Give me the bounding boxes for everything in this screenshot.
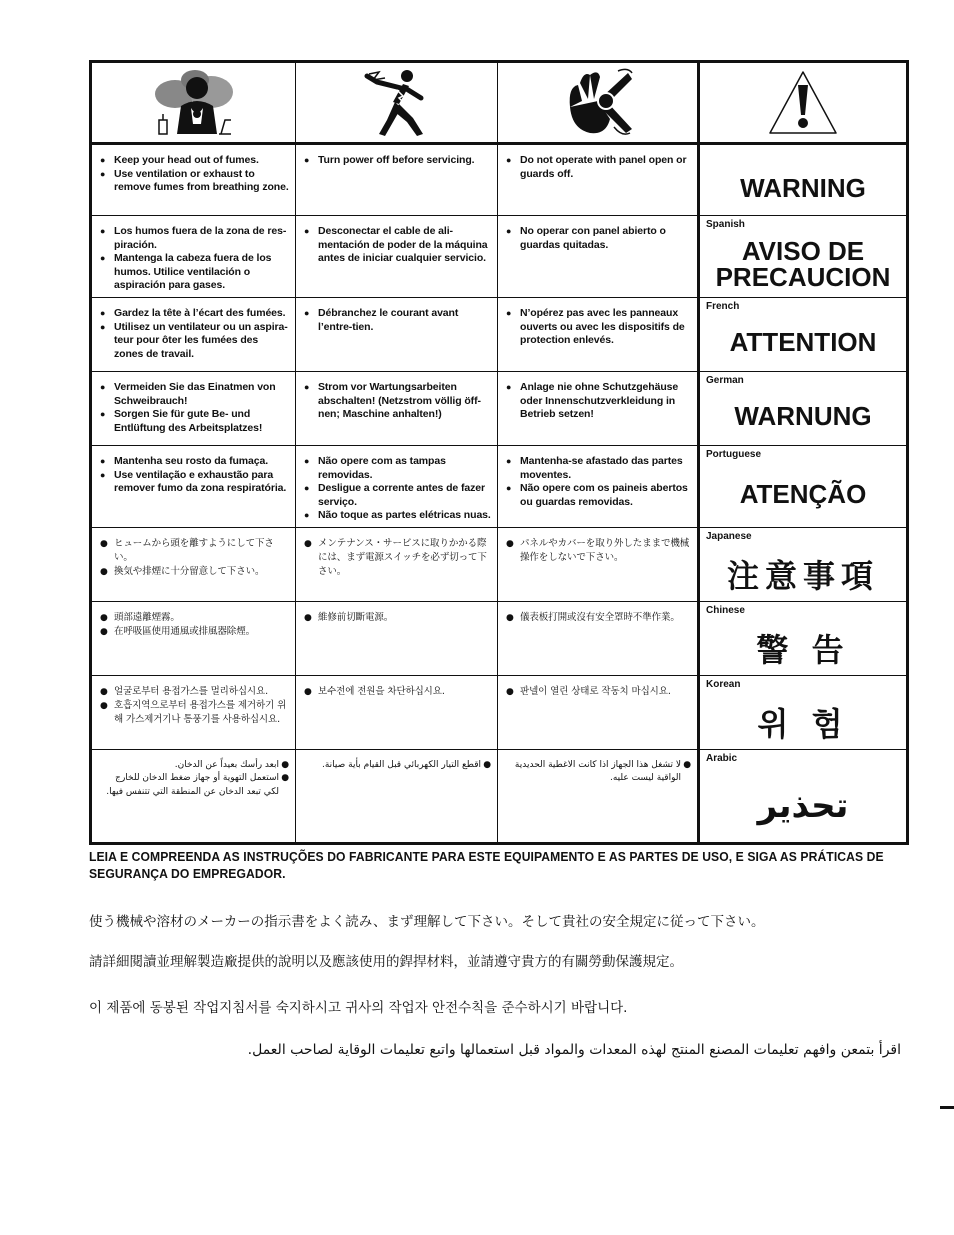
bullet-item: ● 在呼吸區使用通風或排風器除煙。 xyxy=(98,625,289,639)
warning-word-cell xyxy=(699,297,908,371)
power-instructions xyxy=(296,675,498,749)
warning-word-cell xyxy=(699,371,908,445)
warning-word: WARNING xyxy=(740,173,866,203)
warning-row xyxy=(91,675,908,749)
power-instructions xyxy=(296,445,498,527)
bullet-item: ● Anlage nie ohne Schutzgehäuse oder Innenschutzverkleidung in Betrieb setzen! xyxy=(504,381,691,422)
warning-row xyxy=(91,297,908,371)
power-instructions xyxy=(296,371,498,445)
bullet-item: ● 儀表板打開或沒有安全罩時不準作業。 xyxy=(504,611,691,625)
warning-word: AVISO DE PRECAUCION xyxy=(715,236,891,293)
footer-chinese: 請詳細閱讀並理解製造廠提供的說明以及應該使用的銲捍材料，並請遵守貴方的有關勞動保護規定。 xyxy=(89,954,683,970)
language-name: Spanish xyxy=(706,219,745,230)
bullet-item: ● Débranchez le courant avant l’entre-tien. xyxy=(302,307,491,334)
bullet-item: ● لا تشغل هذا الجهاز اذا كانت الاغطية الحديدية الواقية ليست عليه. xyxy=(504,759,691,786)
bullet-item: ● ابعد رأسك بعيداً عن الدخان. xyxy=(98,759,289,773)
fumes-instructions xyxy=(91,601,296,675)
fumes-instructions xyxy=(91,371,296,445)
guards-instructions xyxy=(498,216,699,298)
bullet-item: ● Não opere com os paineis abertos ou guardas removidas. xyxy=(504,482,691,509)
fumes-instructions xyxy=(91,527,296,601)
warning-row xyxy=(91,144,908,216)
language-name: Chinese xyxy=(706,604,745,616)
fumes-instructions xyxy=(91,216,296,298)
bullet-item: ● 판넬이 열린 상태로 작동치 마십시요. xyxy=(504,685,691,699)
warning-word: 警 告 xyxy=(756,631,850,670)
language-name: Korean xyxy=(706,678,741,690)
guards-instructions xyxy=(498,445,699,527)
warning-triangle-icon-cell xyxy=(699,62,908,144)
guards-instructions xyxy=(498,675,699,749)
bullet-item: ● Do not operate with panel open or guards off. xyxy=(504,154,691,181)
warning-triangle-icon xyxy=(767,69,839,137)
warning-word-cell xyxy=(699,144,908,216)
electric-shock-icon-cell xyxy=(296,62,498,144)
warning-row xyxy=(91,749,908,843)
warning-row xyxy=(91,371,908,445)
icon-row xyxy=(91,62,908,144)
bullet-item: ● Utilisez un ventilateur ou un aspira-teur pour ôter les fumées des zones de travail. xyxy=(98,321,289,362)
fumes-instructions xyxy=(91,297,296,371)
language-name: Japanese xyxy=(706,530,752,542)
bullet-item: ● Vermeiden Sie das Einatmen von Schweibrauch! xyxy=(98,381,289,408)
bullet-item: ● 頭部遠離煙霧。 xyxy=(98,611,289,625)
guards-instructions xyxy=(498,371,699,445)
bullet-item: ● Use ventilation or exhaust to remove fumes from breathing zone. xyxy=(98,168,289,195)
bullet-item: ● Turn power off before servicing. xyxy=(302,154,491,168)
fumes-icon xyxy=(151,68,237,138)
guards-instructions xyxy=(498,297,699,371)
footer-japanese: 使う機械や溶材のメーカーの指示書をよく読み、まず理解して下さい。そして貴社の安全規定に従って下さい。 xyxy=(89,914,765,930)
safety-warning-table xyxy=(89,60,909,845)
warning-word-cell xyxy=(699,216,908,298)
power-instructions xyxy=(296,297,498,371)
language-name: German xyxy=(706,374,744,386)
bullet-item: ● Desligue a corrente antes de fazer serviço. xyxy=(302,482,491,509)
bullet-item: ● 호흡지역으로부터 용접가스를 제거하기 위해 가스제거기나 통풍기를 사용하십시요. xyxy=(98,699,289,727)
bullet-item: ● Não opere com as tampas removidas. xyxy=(302,455,491,482)
guards-instructions xyxy=(498,144,699,216)
warning-word: ATTENTION xyxy=(729,327,877,358)
warning-row xyxy=(91,445,908,527)
moving-parts-icon-cell xyxy=(498,62,699,144)
electric-shock-icon xyxy=(357,68,437,138)
warning-word-cell xyxy=(699,749,908,843)
guards-instructions xyxy=(498,749,699,843)
fumes-instructions xyxy=(91,144,296,216)
footer-korean: 이 제품에 동봉된 작업지침서를 숙지하시고 귀사의 작업자 안전수칙을 준수하시기 바랍니다. xyxy=(89,1000,628,1016)
bullet-item: ● No operar con panel abierto o guardas quitadas. xyxy=(504,225,691,252)
bullet-item: ● Mantenha seu rosto da fumaça. xyxy=(98,455,289,469)
power-instructions xyxy=(296,749,498,843)
warning-word: ATENÇÃO xyxy=(739,479,867,510)
language-name: Arabic xyxy=(706,752,738,764)
bullet-item: ● Sorgen Sie für gute Be- und Entlüftung des Arbeitsplatzes! xyxy=(98,408,289,435)
fumes-instructions xyxy=(91,675,296,749)
warning-word: 위 험 xyxy=(757,705,849,744)
bullet-item: ● Mantenha-se afastado das partes moventes. xyxy=(504,455,691,482)
language-name: Portuguese xyxy=(706,448,762,460)
fumes-instructions xyxy=(91,749,296,843)
footer-arabic: اقرأ بتمعن وافهم تعليمات المصنع المنتج لهذه المعدات والمواد قبل استعمالها واتبع تعليمات الوقاية لصاحب العمل. xyxy=(247,1042,901,1058)
warning-row xyxy=(91,601,908,675)
power-instructions xyxy=(296,216,498,298)
bullet-item: ● Strom vor Wartungsarbeiten abschalten! (Netzstrom völlig öff-nen; Maschine anhalten!) xyxy=(302,381,491,422)
warning-word-cell xyxy=(699,601,908,675)
power-instructions xyxy=(296,527,498,601)
page-edge-mark xyxy=(940,1106,954,1109)
bullet-item: ● اقطع التيار الكهربائي قبل القيام بأية صيانة. xyxy=(302,759,491,773)
warning-word-cell xyxy=(699,527,908,601)
bullet-item: ● Keep your head out of fumes. xyxy=(98,154,289,168)
bullet-item: ● 얼굴로부터 용접가스를 멀리하십시요. xyxy=(98,685,289,699)
bullet-item: ● ヒュームから頭を離すようにして下さい。 xyxy=(98,537,289,565)
bullet-item: ● パネルやカバーを取り外したままで機械操作をしないで下さい。 xyxy=(504,537,691,565)
bullet-item: ● 보수전에 전원을 차단하십시요. xyxy=(302,685,491,699)
fumes-instructions xyxy=(91,445,296,527)
bullet-item: ● 維修前切斷電源。 xyxy=(302,611,491,625)
power-instructions xyxy=(296,601,498,675)
guards-instructions xyxy=(498,527,699,601)
bullet-item: ● Los humos fuera de la zona de res-piración. xyxy=(98,225,289,252)
warning-word: تحذير xyxy=(757,785,849,826)
warning-word: WARNUNG xyxy=(734,401,872,432)
warning-word-cell xyxy=(699,675,908,749)
warning-word: 注意事項 xyxy=(726,557,879,596)
bullet-item: ● N’opérez pas avec les panneaux ouverts ou avec les dispositifs de protection enlevés. xyxy=(504,307,691,348)
bullet-item: ● メンテナンス・サービスに取りかかる際には、まず電源スイッチを必ず切って下さい。 xyxy=(302,537,491,579)
guards-instructions xyxy=(498,601,699,675)
moving-parts-icon xyxy=(558,67,638,139)
power-instructions xyxy=(296,144,498,216)
bullet-item: ● Gardez la tête à l’écart des fumées. xyxy=(98,307,289,321)
warning-row xyxy=(91,527,908,601)
fumes-icon-cell xyxy=(91,62,296,144)
bullet-item: ● Mantenga la cabeza fuera de los humos. Utilice ventilación o aspiración para gases. xyxy=(98,252,289,293)
warning-word-cell xyxy=(699,445,908,527)
bullet-item: ● Use ventilação e exhaustão para remover fumo da zona respiratória. xyxy=(98,469,289,496)
bullet-item: ● استعمل التهوية أو جهاز ضغط الدخان للخارج لكي تبعد الدخان عن المنطقة التي تتنفس فيها. xyxy=(98,772,289,799)
language-name: French xyxy=(706,300,740,312)
footer-portuguese: LEIA E COMPREENDA AS INSTRUÇÕES DO FABRICANTE PARA ESTE EQUIPAMENTO E AS PARTES DE USO, E SIGA AS PRÁTICAS DE SEGURANÇA DO EMPREGADOR. xyxy=(89,849,884,881)
bullet-item: ● Desconectar el cable de ali-mentación de poder de la máquina antes de iniciar cualquier servicio. xyxy=(302,225,491,266)
warning-row xyxy=(91,216,908,298)
bullet-item: ● Não toque as partes elétricas nuas. xyxy=(302,509,491,523)
bullet-item: ● 換気や排煙に十分留意して下さい。 xyxy=(98,565,289,579)
